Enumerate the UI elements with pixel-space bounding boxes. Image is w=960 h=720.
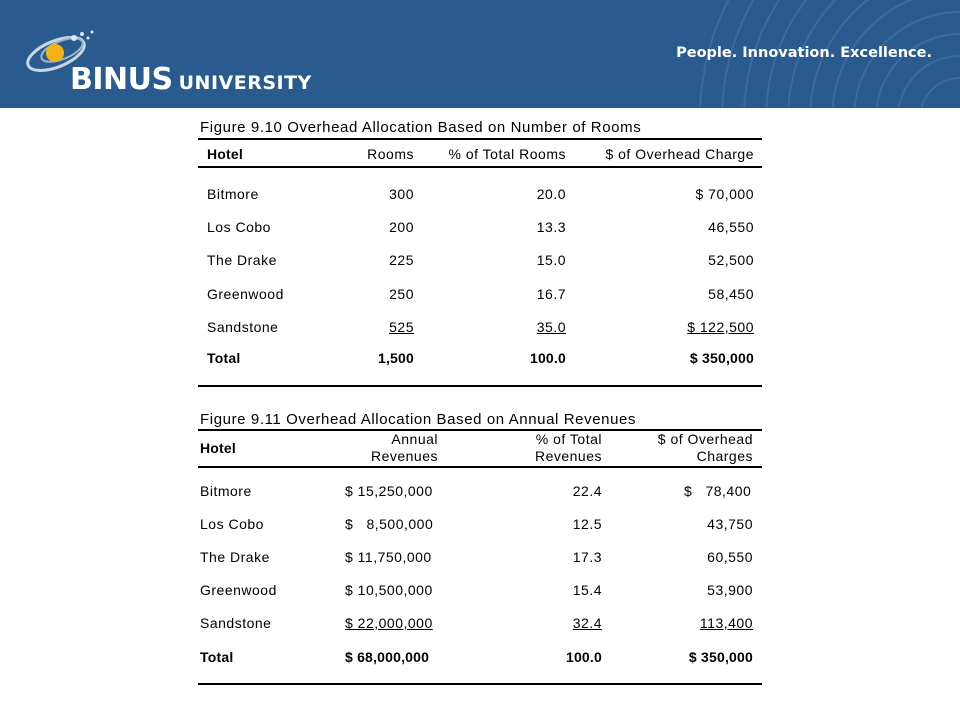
total-label: Total (207, 350, 241, 366)
total-revenue: $ 68,000,000 (345, 649, 430, 665)
figure-9-10 (198, 118, 762, 390)
table-row-rooms: 250 (389, 286, 414, 302)
total-pct: 100.0 (529, 350, 566, 366)
table-row-charge: 113,400 (699, 615, 753, 631)
table-row-revenue: $ 11,750,000 (345, 549, 432, 565)
table-row-pct: 15.0 (536, 252, 566, 268)
table-row-hotel: Bitmore (200, 483, 252, 499)
total-charge: $ 350,000 (688, 649, 753, 665)
tagline: People. Innovation. Excellence. (676, 45, 932, 61)
table-row-hotel: The Drake (200, 549, 270, 565)
table-row-pct: 22.4 (572, 483, 602, 499)
table-row-hotel: Greenwood (207, 286, 284, 302)
header-band (0, 0, 960, 108)
bottom-rule (198, 683, 762, 685)
bottom-rule (198, 385, 762, 387)
table-row-revenue: $ 8,500,000 (345, 516, 434, 532)
total-charge: $ 350,000 (689, 350, 754, 366)
figure-9-11 (198, 410, 762, 688)
table-row-revenue: $ 15,250,000 (345, 483, 433, 499)
col-header-revenues-line1: Annual (391, 431, 438, 447)
table-row-charge: $ 122,500 (687, 319, 754, 335)
table-row-revenue: $ 22,000,000 (345, 615, 433, 631)
table-row-rooms: 300 (389, 186, 414, 202)
table-row-pct: 17.3 (572, 549, 602, 565)
table-row-hotel: Los Cobo (207, 219, 271, 235)
table-row-pct: 35.0 (536, 319, 566, 335)
figure-title: Figure 9.10 Overhead Allocation Based on Number of Rooms (200, 119, 642, 136)
table-row-charge: 53,900 (707, 582, 753, 598)
col-header-pct-line1: % of Total (535, 431, 602, 447)
table-row-revenue: $ 10,500,000 (345, 582, 433, 598)
table-row-rooms: 525 (389, 319, 414, 335)
table-row-pct: 32.4 (572, 615, 602, 631)
table-row-charge: $ 78,400 (684, 483, 752, 499)
table-row-charge: 43,750 (707, 516, 753, 532)
total-pct: 100.0 (565, 649, 602, 665)
table-row-pct: 16.7 (536, 286, 566, 302)
table-row-hotel: Sandstone (207, 319, 279, 335)
col-header-charges-line2: Charges (696, 448, 753, 464)
col-header-rooms: Rooms (367, 146, 414, 162)
top-rule (198, 138, 762, 140)
table-row-pct: 15.4 (572, 582, 602, 598)
table-row-hotel: Bitmore (207, 186, 259, 202)
col-header-pct: % of Total Rooms (448, 146, 566, 162)
table-row-hotel: Sandstone (200, 615, 272, 631)
header-rule (198, 166, 762, 168)
figure-title: Figure 9.11 Overhead Allocation Based on Annual Revenues (200, 411, 637, 428)
col-header-charge: $ of Overhead Charge (605, 146, 754, 162)
col-header-hotel: Hotel (200, 440, 236, 456)
table-row-pct: 20.0 (536, 186, 566, 202)
brand-sub: UNIVERSITY (178, 72, 312, 94)
table-row-pct: 13.3 (536, 219, 566, 235)
table-row-hotel: The Drake (207, 252, 277, 268)
table-row-charge: $ 70,000 (695, 186, 754, 202)
table-row-hotel: Greenwood (200, 582, 277, 598)
table-row-charge: 52,500 (708, 252, 754, 268)
total-rooms: 1,500 (377, 350, 414, 366)
total-label: Total (200, 649, 234, 665)
brand-main: BINUS (70, 62, 173, 97)
col-header-pct-line2: Revenues (534, 448, 602, 464)
col-header-charges-line1: $ of Overhead (657, 431, 753, 447)
table-row-charge: 58,450 (708, 286, 754, 302)
table-row-rooms: 225 (389, 252, 414, 268)
brand-wordmark (70, 62, 312, 97)
table-row-charge: 46,550 (708, 219, 754, 235)
table-row-charge: 60,550 (707, 549, 753, 565)
col-header-revenues-line2: Revenues (370, 448, 438, 464)
table-row-hotel: Los Cobo (200, 516, 264, 532)
table-row-pct: 12.5 (572, 516, 602, 532)
header-rule (198, 466, 762, 468)
col-header-hotel: Hotel (207, 146, 243, 162)
table-row-rooms: 200 (389, 219, 414, 235)
